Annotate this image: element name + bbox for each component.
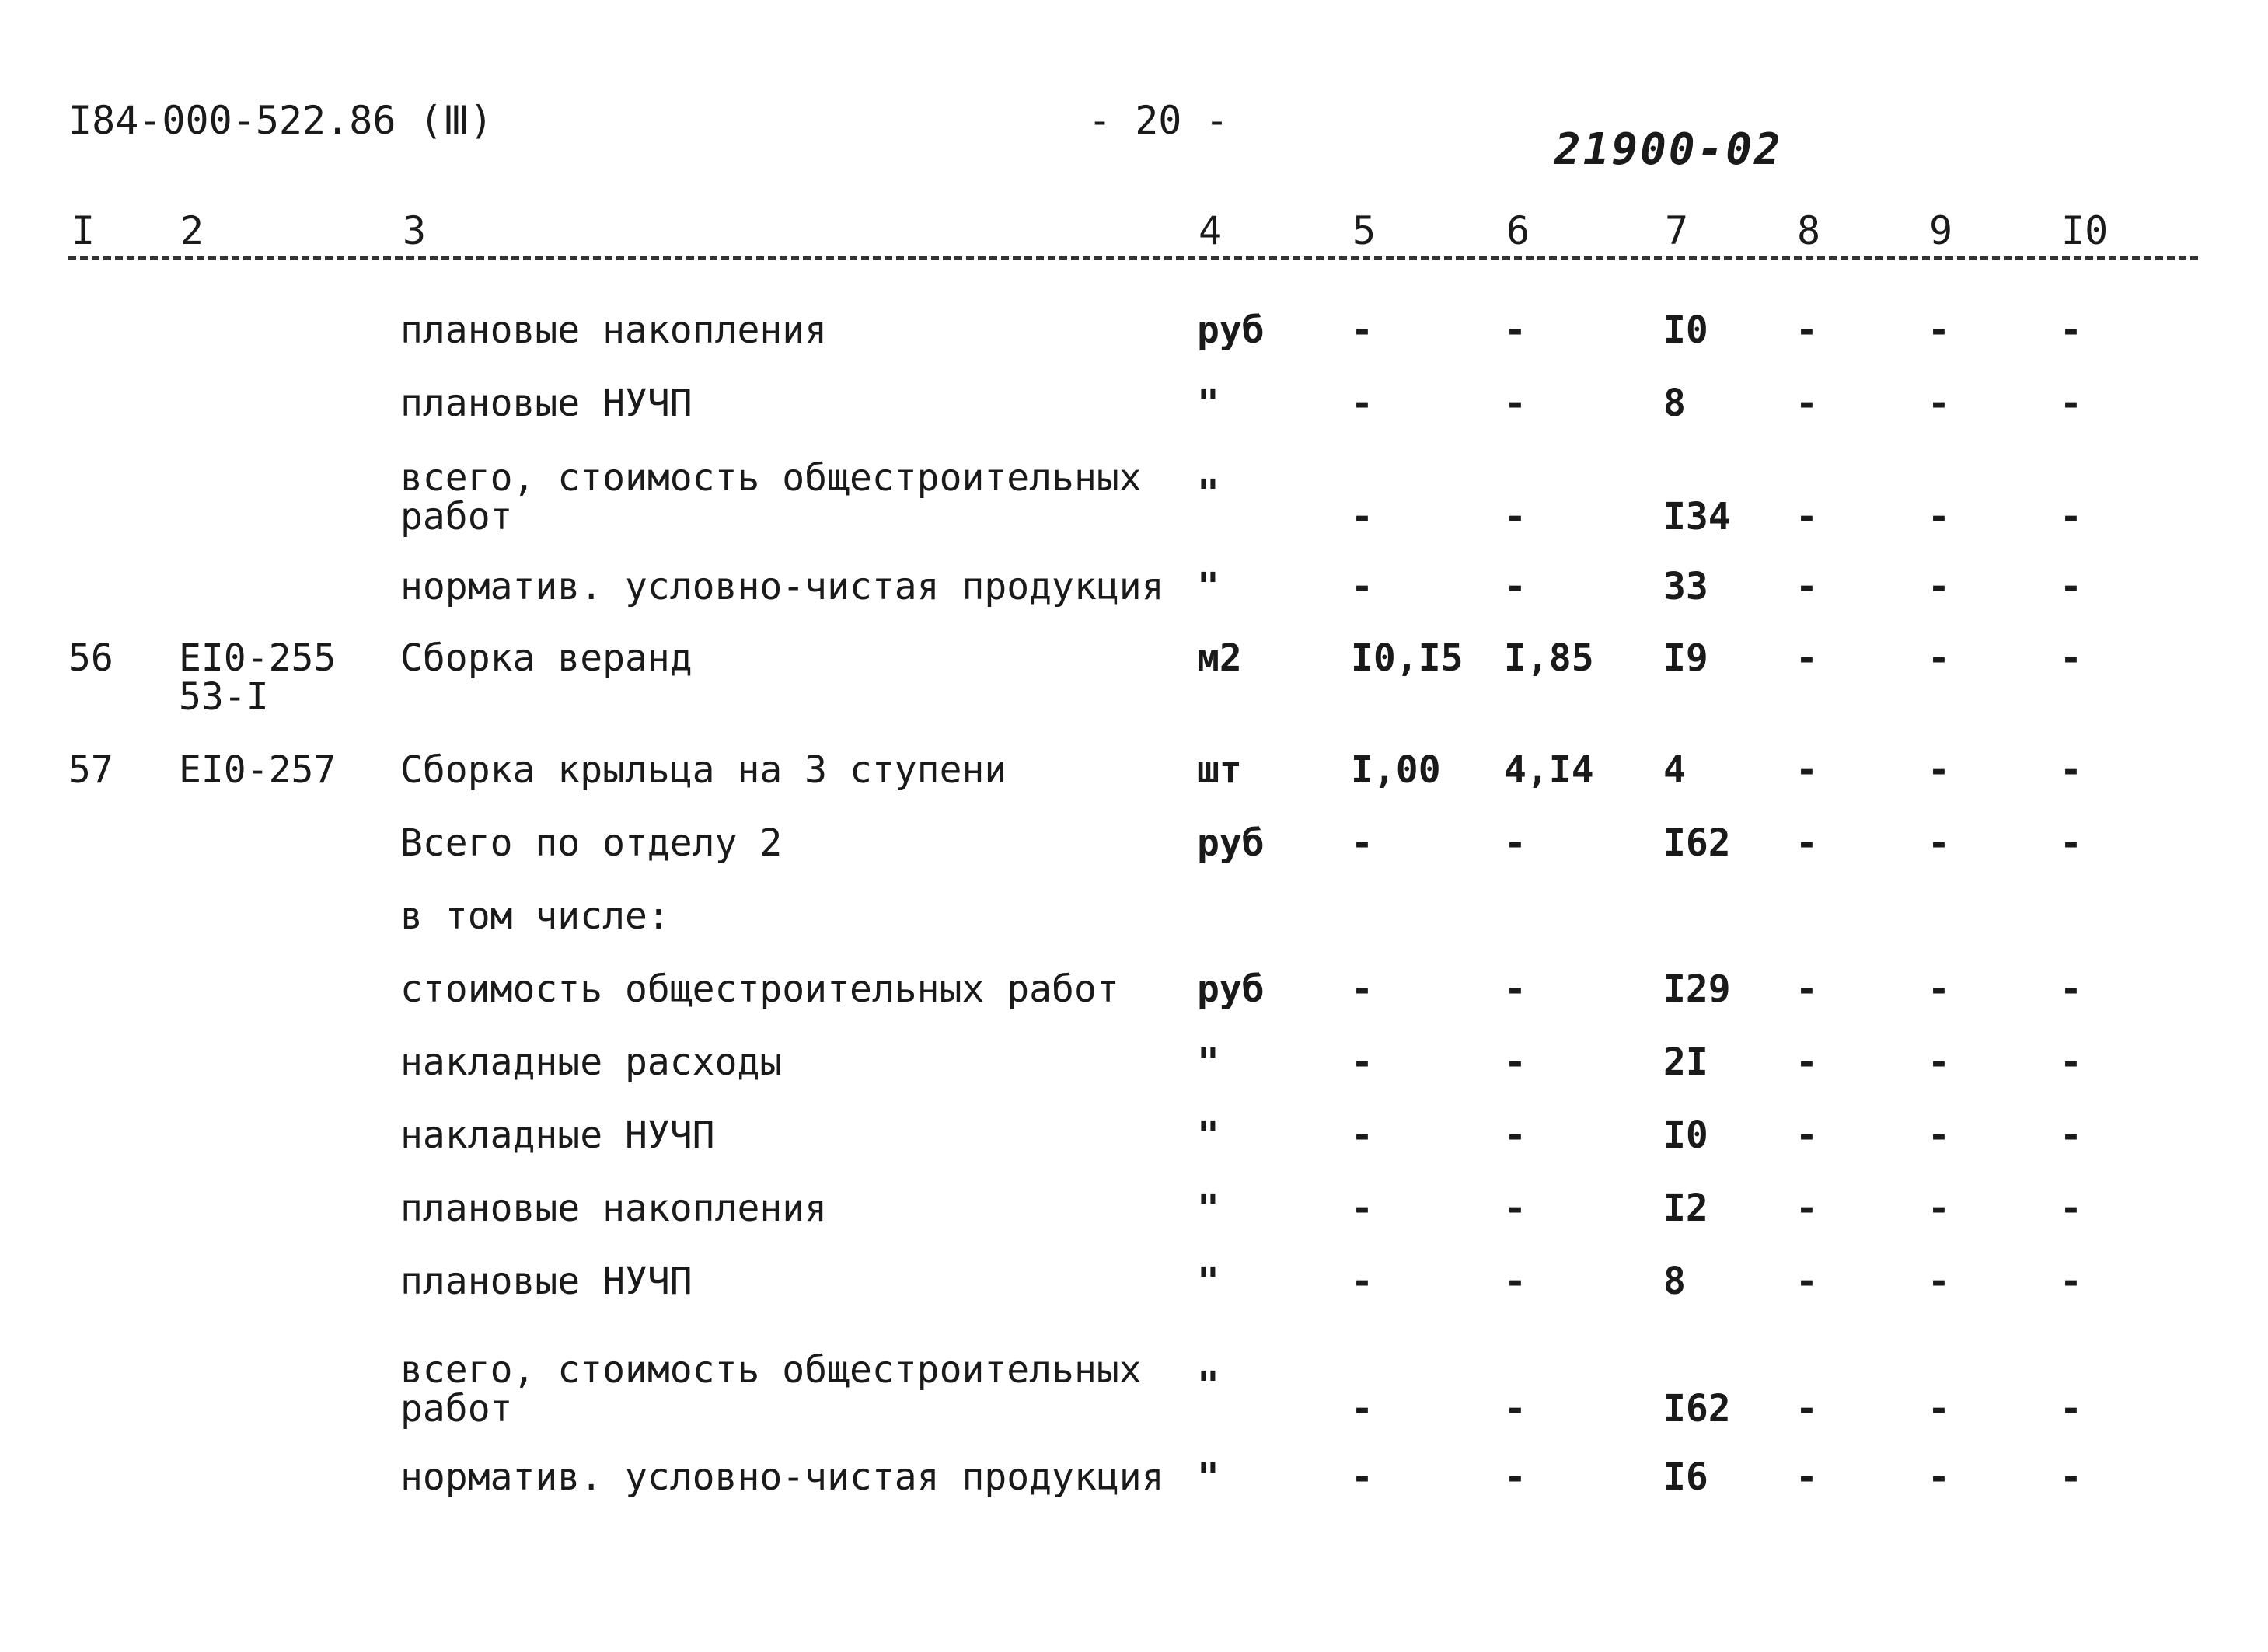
- col6-value: 4,I4: [1504, 748, 1594, 792]
- col10-value: -: [2060, 821, 2082, 865]
- table-row: [0, 384, 2268, 454]
- row-description: плановые накопления: [400, 1187, 828, 1230]
- col9-value: -: [1928, 821, 1950, 865]
- col5-value: -: [1351, 967, 1373, 1011]
- col5-value: -: [1351, 821, 1373, 865]
- row-description: норматив. условно-чистая продукция: [400, 565, 1164, 608]
- row-unit: ": [1197, 1114, 1219, 1157]
- row-description: накладные расходы: [400, 1040, 783, 1084]
- col7-value: 2I: [1663, 1040, 1708, 1084]
- table-row: [0, 1455, 2268, 1528]
- col10-value: -: [2060, 1187, 2082, 1230]
- col9-value: -: [1928, 636, 1950, 680]
- header-rule: [68, 256, 2198, 260]
- col5-value: -: [1351, 1260, 1373, 1303]
- col9-value: -: [1928, 1455, 1950, 1499]
- col6-value: -: [1504, 1187, 1527, 1230]
- col5-value: -: [1351, 1114, 1373, 1157]
- column-header-1: I: [72, 208, 96, 253]
- col7-value: I9: [1663, 636, 1708, 680]
- table-row: [0, 1189, 2268, 1259]
- col5-value: I,00: [1351, 748, 1441, 792]
- col7-value: 8: [1663, 1260, 1686, 1303]
- col9-value: -: [1928, 565, 1950, 608]
- col8-value: -: [1795, 495, 1818, 538]
- row-description: всего, стоимость общестроительных работ: [400, 456, 1142, 538]
- col10-value: -: [2060, 382, 2082, 425]
- table-row: [0, 456, 2268, 538]
- col10-value: -: [2060, 308, 2082, 352]
- col5-value: -: [1351, 308, 1373, 352]
- col7-value: I6: [1663, 1455, 1708, 1499]
- row-unit: руб: [1197, 308, 1265, 352]
- row-code: EI0-257: [179, 748, 337, 792]
- table-row: [0, 1116, 2268, 1186]
- col7-value: I0: [1663, 1114, 1708, 1157]
- row-unit: м2: [1197, 636, 1242, 680]
- col7-value: I34: [1663, 495, 1731, 538]
- col5-value: -: [1351, 565, 1373, 608]
- row-unit: ": [1197, 1040, 1219, 1084]
- row-description: Сборка веранд: [400, 636, 693, 680]
- col7-value: I62: [1663, 821, 1731, 865]
- col10-value: -: [2060, 1114, 2082, 1157]
- table-row: [0, 748, 2268, 821]
- column-header-10: I0: [2061, 208, 2109, 253]
- row-description: всего, стоимость общестроительных работ: [400, 1348, 1142, 1431]
- row-description: стоимость общестроительных работ: [400, 967, 1119, 1011]
- col10-value: -: [2060, 1040, 2082, 1084]
- col8-value: -: [1795, 1187, 1818, 1230]
- col6-value: -: [1504, 1455, 1527, 1499]
- table-row: [0, 308, 2268, 381]
- row-unit: ": [1197, 1260, 1219, 1303]
- table-row: [0, 894, 2268, 967]
- table-row: [0, 1348, 2268, 1431]
- row-description: Всего по отделу 2: [400, 821, 783, 865]
- row-unit: шт: [1197, 748, 1242, 792]
- document-stamp: 21900-02: [1554, 124, 1783, 175]
- row-description: плановые НУЧП: [400, 1260, 693, 1303]
- col9-value: -: [1928, 1260, 1950, 1303]
- col6-value: -: [1504, 821, 1527, 865]
- col6-value: -: [1504, 382, 1527, 425]
- column-header-7: 7: [1665, 208, 1689, 253]
- row-description: норматив. условно-чистая продукция: [400, 1455, 1164, 1499]
- col6-value: -: [1504, 495, 1527, 538]
- row-code: EI0-255 53-I: [179, 636, 337, 719]
- col10-value: -: [2060, 636, 2082, 680]
- column-header-4: 4: [1199, 208, 1223, 253]
- column-header-6: 6: [1506, 208, 1530, 253]
- col8-value: -: [1795, 748, 1818, 792]
- row-description: накладные НУЧП: [400, 1114, 715, 1157]
- row-unit: ": [1197, 1364, 1219, 1407]
- column-header-8: 8: [1797, 208, 1821, 253]
- table-row: [0, 1262, 2268, 1332]
- row-unit: ": [1197, 565, 1219, 608]
- row-description: плановые накопления: [400, 308, 828, 352]
- col6-value: -: [1504, 1114, 1527, 1157]
- col8-value: -: [1795, 1260, 1818, 1303]
- col9-value: -: [1928, 1187, 1950, 1230]
- page-number: - 20 -: [1088, 98, 1229, 143]
- col9-value: -: [1928, 382, 1950, 425]
- table-row: [0, 636, 2268, 719]
- col8-value: -: [1795, 821, 1818, 865]
- col10-value: -: [2060, 1387, 2082, 1431]
- row-description: плановые НУЧП: [400, 382, 693, 425]
- col10-value: -: [2060, 495, 2082, 538]
- col8-value: -: [1795, 1114, 1818, 1157]
- col10-value: -: [2060, 967, 2082, 1011]
- col7-value: 4: [1663, 748, 1686, 792]
- row-unit: ": [1197, 472, 1219, 515]
- col6-value: -: [1504, 1387, 1527, 1431]
- column-header-2: 2: [180, 208, 204, 253]
- col6-value: -: [1504, 565, 1527, 608]
- col7-value: 8: [1663, 382, 1686, 425]
- col5-value: -: [1351, 495, 1373, 538]
- row-description: Сборка крыльца на 3 ступени: [400, 748, 1007, 792]
- col5-value: I0,I5: [1351, 636, 1464, 680]
- row-unit: ": [1197, 1187, 1219, 1230]
- col8-value: -: [1795, 636, 1818, 680]
- col8-value: -: [1795, 565, 1818, 608]
- col6-value: -: [1504, 967, 1527, 1011]
- table-row: [0, 821, 2268, 894]
- col10-value: -: [2060, 1455, 2082, 1499]
- col7-value: I29: [1663, 967, 1731, 1011]
- col9-value: -: [1928, 1387, 1950, 1431]
- row-number: 56: [68, 636, 113, 680]
- col9-value: -: [1928, 967, 1950, 1011]
- row-description: в том числе:: [400, 894, 670, 938]
- col5-value: -: [1351, 382, 1373, 425]
- col8-value: -: [1795, 1455, 1818, 1499]
- col9-value: -: [1928, 308, 1950, 352]
- table-row: [0, 567, 2268, 637]
- col10-value: -: [2060, 748, 2082, 792]
- col6-value: -: [1504, 308, 1527, 352]
- col5-value: -: [1351, 1387, 1373, 1431]
- col8-value: -: [1795, 967, 1818, 1011]
- row-number: 57: [68, 748, 113, 792]
- col8-value: -: [1795, 308, 1818, 352]
- col6-value: -: [1504, 1260, 1527, 1303]
- document-code: I84-000-522.86 (Ⅲ): [68, 98, 494, 143]
- col5-value: -: [1351, 1455, 1373, 1499]
- col9-value: -: [1928, 495, 1950, 538]
- col5-value: -: [1351, 1187, 1373, 1230]
- column-header-9: 9: [1929, 208, 1953, 253]
- col7-value: I0: [1663, 308, 1708, 352]
- table-row: [0, 967, 2268, 1040]
- row-unit: ": [1197, 382, 1219, 425]
- col6-value: I,85: [1504, 636, 1594, 680]
- col10-value: -: [2060, 565, 2082, 608]
- col8-value: -: [1795, 1387, 1818, 1431]
- col9-value: -: [1928, 748, 1950, 792]
- col7-value: 33: [1663, 565, 1708, 608]
- row-unit: руб: [1197, 967, 1265, 1011]
- column-header-5: 5: [1352, 208, 1377, 253]
- column-header-3: 3: [403, 208, 427, 253]
- col10-value: -: [2060, 1260, 2082, 1303]
- table-row: [0, 1040, 2268, 1113]
- col9-value: -: [1928, 1040, 1950, 1084]
- col6-value: -: [1504, 1040, 1527, 1084]
- col7-value: I2: [1663, 1187, 1708, 1230]
- col9-value: -: [1928, 1114, 1950, 1157]
- col8-value: -: [1795, 1040, 1818, 1084]
- row-unit: руб: [1197, 821, 1265, 865]
- col7-value: I62: [1663, 1387, 1731, 1431]
- row-unit: ": [1197, 1455, 1219, 1499]
- col8-value: -: [1795, 382, 1818, 425]
- col5-value: -: [1351, 1040, 1373, 1084]
